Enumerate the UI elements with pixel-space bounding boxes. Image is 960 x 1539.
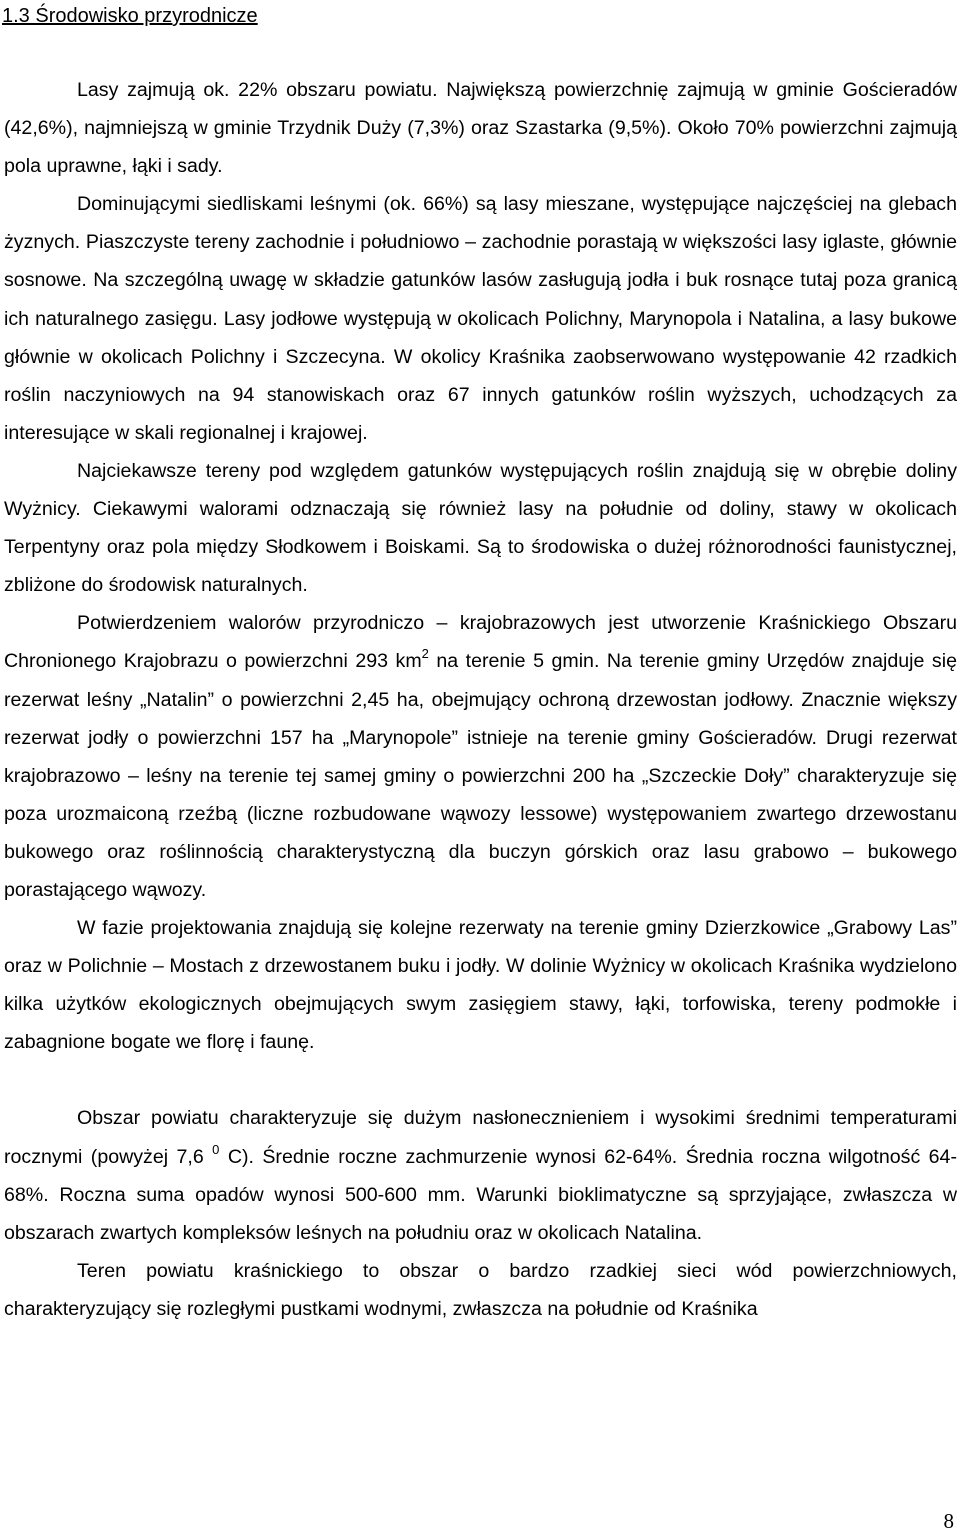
paragraph-protected-landscape-text-end: na terenie 5 gmin. Na terenie gminy Urzędów znajduje się rezerwat leśny „Natalin” o powierzchni 2,45 ha, obejmujący ochroną drzewostan jodłowy. Znacznie większy rezerwat jodły o powierzchni 157 ha „Marynopole” istnieje na terenie gminy Gościeradów. Drugi rezerwat krajobrazowo – leśny na terenie tej samej gminy o powierzchni 200 ha „Szczeckie Doły” charakteryzuje się poza urozmaiconą rzeźbą (liczne rozbudowane wąwozy lessowe) występowaniem zwartego drzewostanu bukowego oraz roślinnością charakterystyczną dla buczyn górskich oraz lasu grabowo – bukowego porastającego wąwozy. bbox=[4, 650, 957, 901]
paragraph-climate-text-end: C). Średnie roczne zachmurzenie wynosi 62-64%. Średnia roczna wilgotność 64-68%. Roczna suma opadów wynosi 500-600 mm. Warunki bioklimatyczne są sprzyjające, zwłaszcza w obszarach zwartych kompleksów leśnych na południu oraz w okolicach Natalina. bbox=[4, 1145, 957, 1244]
document-body bbox=[4, 71, 957, 1328]
superscript-square-km: 2 bbox=[421, 646, 429, 662]
superscript-degree: 0 bbox=[212, 1141, 220, 1157]
section-heading: 1.3 Środowisko przyrodnicze bbox=[2, 5, 258, 27]
paragraph-climate bbox=[4, 1099, 957, 1251]
paragraph-protected-landscape-text-start: Potwierdzeniem walorów przyrodniczo – krajobrazowych jest utworzenie Kraśnickiego Obszaru Chronionego Krajobrazu o powierzchni 293 km bbox=[4, 612, 957, 673]
paragraph-climate-text-start: Obszar powiatu charakteryzuje się dużym nasłonecznieniem i wysokimi średnimi temperaturami rocznymi (powyżej 7,6 bbox=[4, 1107, 957, 1168]
paragraph-forest-habitats: Dominującymi siedliskami leśnymi (ok. 66%) są lasy mieszane, występujące najczęściej na glebach żyznych. Piaszczyste tereny zachodnie i południowo – zachodnie porastają w większości lasy iglaste, głównie sosnowe. Na szczególną uwagę w składzie gatunków lasów zasługują jodła i buk rosnące tutaj poza granicą ich naturalnego zasięgu. Lasy jodłowe występują w okolicach Polichny, Marynopola i Natalina, a lasy bukowe głównie w okolicach Polichny i Szczecyna. W okolicy Kraśnika zaobserwowano występowanie 42 rzadkich roślin naczyniowych na 94 stanowiskach oraz 67 innych gatunków roślin wyższych, uchodzących za interesujące w skali regionalnej i krajowej. bbox=[4, 193, 957, 444]
paragraph-forests: Lasy zajmują ok. 22% obszaru powiatu. Największą powierzchnię zajmują w gminie Gościeradów (42,6%), najmniejszą w gminie Trzydnik Duży (7,3%) oraz Szastarka (9,5%). Około 70% powierzchni zajmują pola uprawne, łąki i sady. bbox=[4, 79, 957, 178]
paragraph-interesting-areas: Najciekawsze tereny pod względem gatunków występujących roślin znajdują się w obrębie doliny Wyżnicy. Ciekawymi walorami odznaczają się również lasy na południe od doliny, stawy w okolicach Terpentyny oraz pola między Słodkowem i Boiskami. Są to środowiska o dużej różnorodności faunistycznej, zbliżone do środowisk naturalnych. bbox=[4, 459, 957, 597]
page-number: 8 bbox=[943, 1509, 954, 1533]
paragraph-protected-landscape bbox=[4, 604, 957, 909]
paragraph-planned-reserves: W fazie projektowania znajdują się kolejne rezerwaty na terenie gminy Dzierzkowice „Grabowy Las” oraz w Polichnie – Mostach z drzewostanem buku i jodły. W dolinie Wyżnicy w okolicach Kraśnika wydzielono kilka użytków ekologicznych obejmujących swym zasięgiem stawy, łąki, torfowiska, tereny podmokłe i zabagnione bogate we florę i faunę. bbox=[4, 917, 957, 1054]
paragraph-surface-waters: Teren powiatu kraśnickiego to obszar o bardzo rzadkiej sieci wód powierzchniowych, charakteryzujący się rozległymi pustkami wodnymi, zwłaszcza na południe od Kraśnika bbox=[4, 1259, 957, 1320]
